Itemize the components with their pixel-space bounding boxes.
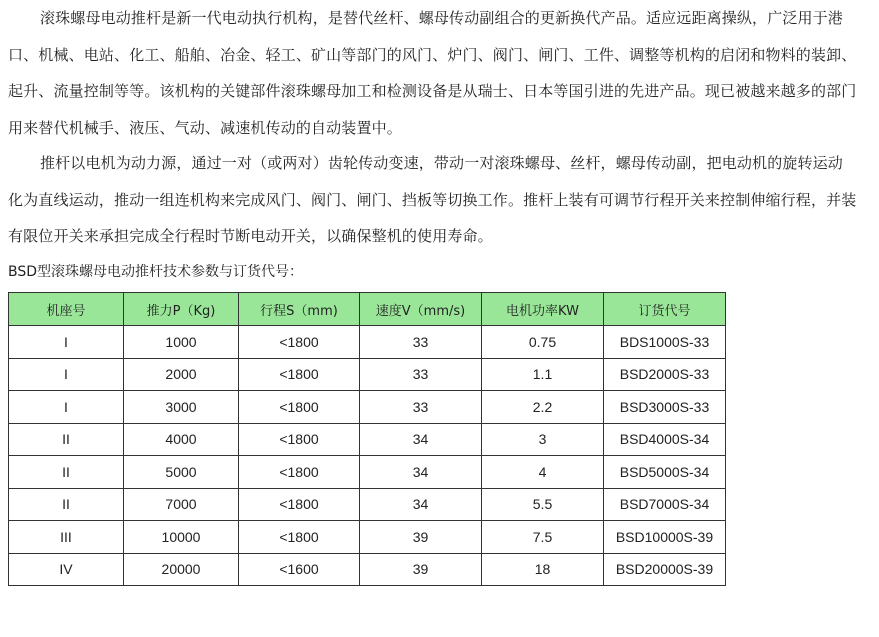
cell-thrust: 20000 [124, 553, 239, 586]
cell-stroke: <1600 [239, 553, 360, 586]
header-thrust: 推力P（Kg) [124, 293, 239, 326]
cell-stroke: <1800 [239, 456, 360, 489]
cell-motor-power: 7.5 [482, 521, 604, 554]
cell-order-code: BSD2000S-33 [604, 358, 726, 391]
cell-frame-size: II [9, 423, 124, 456]
cell-speed: 33 [360, 358, 482, 391]
header-speed: 速度V（mm/s) [360, 293, 482, 326]
table-body [9, 326, 726, 586]
cell-stroke: <1800 [239, 423, 360, 456]
header-order-code: 订货代号 [604, 293, 726, 326]
table-row [9, 326, 726, 359]
cell-speed: 39 [360, 521, 482, 554]
cell-thrust: 5000 [124, 456, 239, 489]
header-stroke: 行程S（mm) [239, 293, 360, 326]
cell-order-code: BSD20000S-39 [604, 553, 726, 586]
cell-order-code: BDS1000S-33 [604, 326, 726, 359]
table-row [9, 521, 726, 554]
spec-table [8, 292, 726, 586]
cell-stroke: <1800 [239, 358, 360, 391]
mechanism-paragraph: 推杆以电机为动力源，通过一对（或两对）齿轮传动变速，带动一对滚珠螺母、丝杆，螺母传动副，把电动机的旋转运动化为直线运动，推动一组连机构来完成风门、阀门、闸门、挡板等切换工作。推杆上装有可调节行程开关来控制伸缩行程，并装有限位开关来承担完成全行程时节断电动开关，以确保整机的使用寿命。 [8, 154, 857, 245]
cell-speed: 34 [360, 456, 482, 489]
cell-motor-power: 3 [482, 423, 604, 456]
cell-speed: 33 [360, 391, 482, 424]
cell-order-code: BSD7000S-34 [604, 488, 726, 521]
cell-thrust: 1000 [124, 326, 239, 359]
cell-thrust: 7000 [124, 488, 239, 521]
header-motor-power: 电机功率KW [482, 293, 604, 326]
table-row [9, 358, 726, 391]
cell-thrust: 3000 [124, 391, 239, 424]
cell-order-code: BSD3000S-33 [604, 391, 726, 424]
cell-thrust: 10000 [124, 521, 239, 554]
cell-frame-size: IV [9, 553, 124, 586]
cell-stroke: <1800 [239, 391, 360, 424]
cell-motor-power: 4 [482, 456, 604, 489]
cell-order-code: BSD5000S-34 [604, 456, 726, 489]
table-row [9, 391, 726, 424]
cell-frame-size: I [9, 326, 124, 359]
cell-thrust: 2000 [124, 358, 239, 391]
table-header-row [9, 293, 726, 326]
cell-frame-size: III [9, 521, 124, 554]
cell-stroke: <1800 [239, 521, 360, 554]
cell-stroke: <1800 [239, 488, 360, 521]
cell-motor-power: 1.1 [482, 358, 604, 391]
header-frame-size: 机座号 [9, 293, 124, 326]
cell-frame-size: II [9, 488, 124, 521]
table-row [9, 456, 726, 489]
table-row [9, 553, 726, 586]
table-caption: BSD型滚珠螺母电动推杆技术参数与订货代号： [8, 264, 304, 280]
cell-order-code: BSD4000S-34 [604, 423, 726, 456]
cell-order-code: BSD10000S-39 [604, 521, 726, 554]
table-row [9, 423, 726, 456]
intro-paragraph: 滚珠螺母电动推杆是新一代电动执行机构，是替代丝杆、螺母传动副组合的更新换代产品。适应远距离操纵，广泛用于港口、机械、电站、化工、船舶、冶金、轻工、矿山等部门的风门、炉门、阀门、闸门、工件、调整等机构的启闭和物料的装卸、起升、流量控制等等。该机构的关键部件滚珠螺母加工和检测设备是从瑞士、日本等国引进的先进产品。现已被越来越多的部门用来替代机械手、液压、气动、减速机传动的自动装置中。 [8, 9, 857, 137]
cell-speed: 34 [360, 423, 482, 456]
cell-thrust: 4000 [124, 423, 239, 456]
cell-motor-power: 2.2 [482, 391, 604, 424]
cell-speed: 33 [360, 326, 482, 359]
cell-frame-size: I [9, 358, 124, 391]
cell-speed: 34 [360, 488, 482, 521]
cell-frame-size: II [9, 456, 124, 489]
table-row [9, 488, 726, 521]
cell-motor-power: 5.5 [482, 488, 604, 521]
cell-motor-power: 18 [482, 553, 604, 586]
cell-speed: 39 [360, 553, 482, 586]
cell-motor-power: 0.75 [482, 326, 604, 359]
cell-frame-size: I [9, 391, 124, 424]
cell-stroke: <1800 [239, 326, 360, 359]
